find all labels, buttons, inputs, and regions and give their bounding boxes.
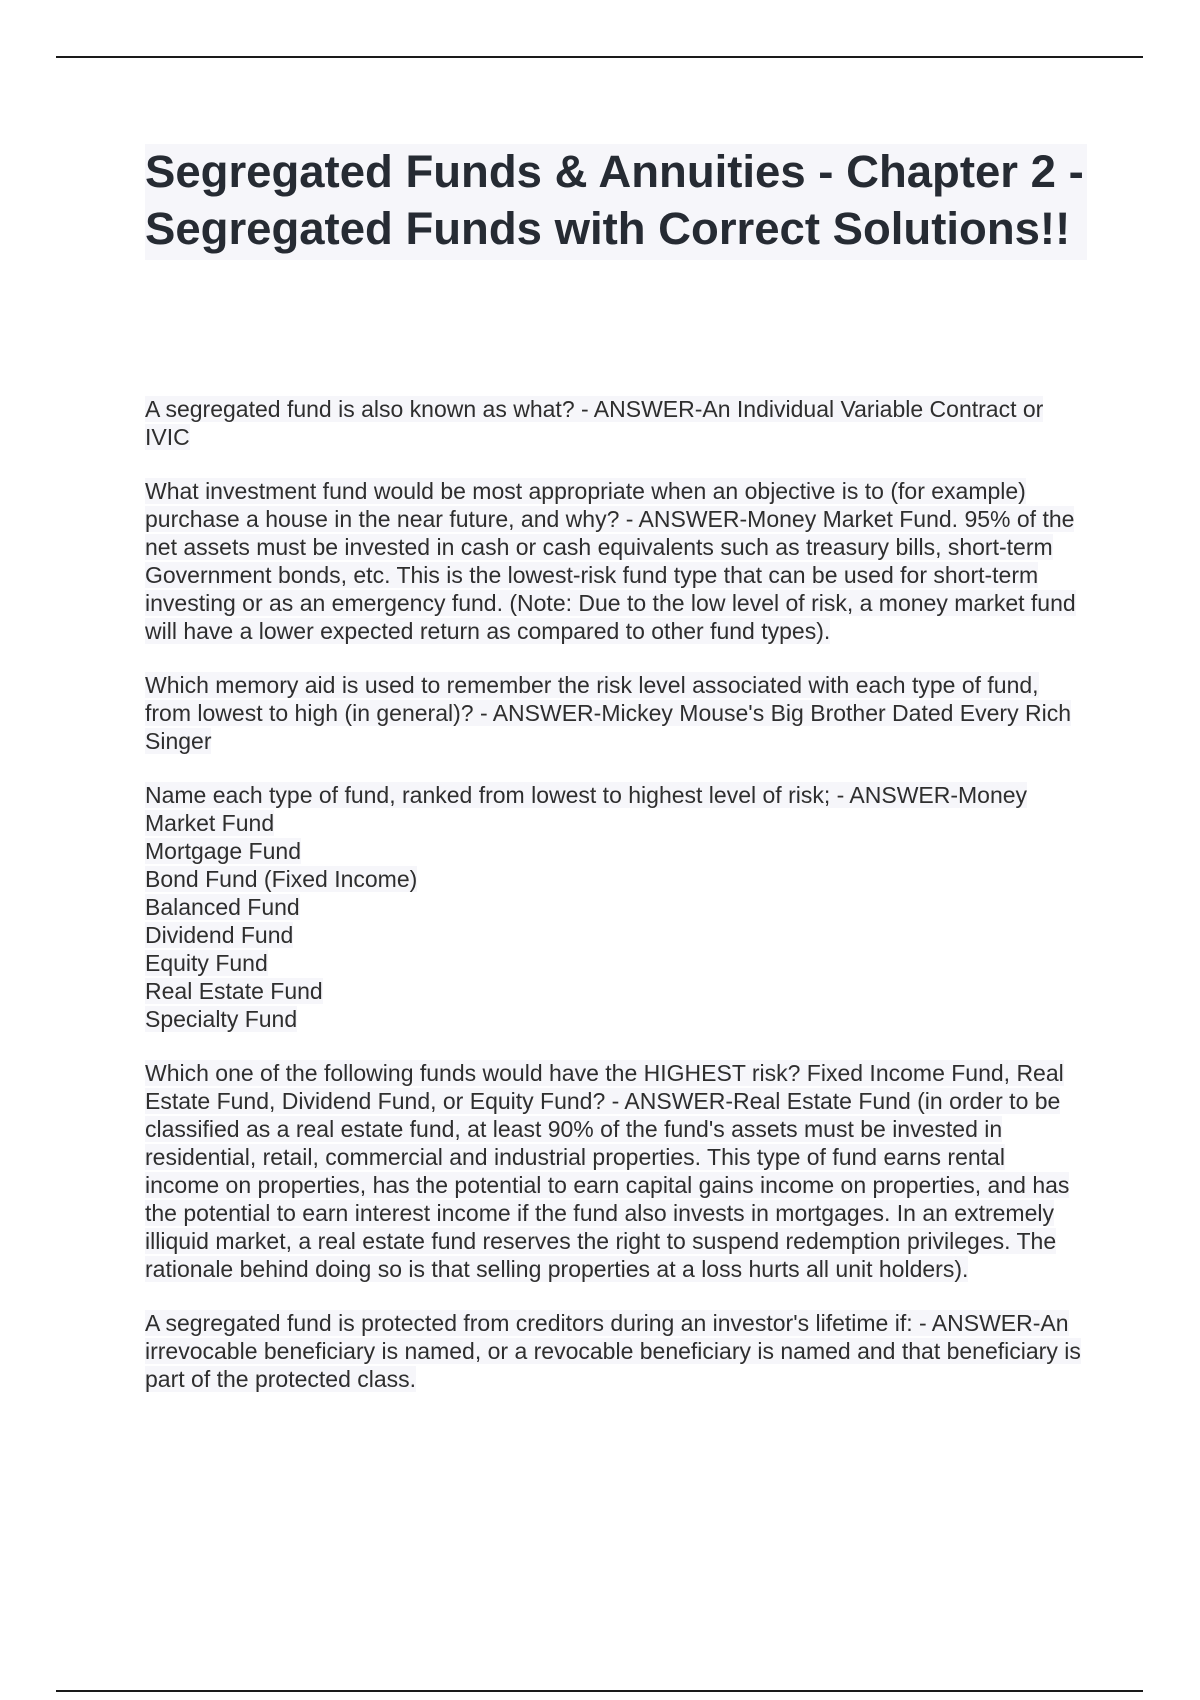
qa-item — [145, 1309, 1085, 1393]
fund-list-item: Bond Fund (Fixed Income) — [145, 866, 418, 892]
qa-item — [145, 671, 1085, 755]
qa-text: Name each type of fund, ranked from lowest to highest level of risk; - ANSWER-Money Market Fund — [145, 782, 1028, 836]
qa-list — [145, 395, 1085, 1419]
document-title: Segregated Funds & Annuities - Chapter 2 - Segregated Funds with Correct Solutions!! — [145, 146, 1084, 254]
qa-text: Which memory aid is used to remember the risk level associated with each type of fund, from lowest to high (in general)? - ANSWER-Mickey Mouse's Big Brother Dated Every Rich Singer — [145, 672, 1071, 754]
fund-list-item: Specialty Fund — [145, 1006, 298, 1032]
fund-list-item: Real Estate Fund — [145, 978, 323, 1004]
qa-text: A segregated fund is protected from creditors during an investor's lifetime if: - ANSWER-An irrevocable beneficiary is named, or a revocable beneficiary is named and that beneficiary is part of the protected class. — [145, 1310, 1081, 1392]
fund-list-item: Dividend Fund — [145, 922, 294, 948]
top-rule — [56, 56, 1143, 58]
qa-text: What investment fund would be most appropriate when an objective is to (for example) purchase a house in the near future, and why? - ANSWER-Money Market Fund. 95% of the net assets must be invested in cash or cash equivalents such as treasury bills, short-term Government bonds, etc. This is the lowest-risk fund type that can be used for short-term investing or as an emergency fund. (Note: Due to the low level of risk, a money market fund will have a lower expected return as compared to other fund types). — [145, 478, 1076, 644]
fund-list-item: Mortgage Fund — [145, 838, 301, 864]
title-block — [145, 144, 1087, 260]
fund-list-item: Balanced Fund — [145, 894, 300, 920]
qa-text: A segregated fund is also known as what? - ANSWER-An Individual Variable Contract or IVIC — [145, 396, 1044, 450]
qa-item — [145, 1059, 1085, 1283]
qa-text: Which one of the following funds would have the HIGHEST risk? Fixed Income Fund, Real Estate Fund, Dividend Fund, or Equity Fund? - ANSWER-Real Estate Fund (in order to be classified as a real estate fund, at least 90% of the fund's assets must be invested in residential, retail, commercial and industrial properties. This type of fund earns rental income on properties, has the potential to earn capital gains income on properties, and has the potential to earn interest income if the fund also invests in mortgages. In an extremely illiquid market, a real estate fund reserves the right to suspend redemption privileges. The rationale behind doing so is that selling properties at a loss hurts all unit holders). — [145, 1060, 1070, 1282]
qa-item — [145, 395, 1085, 451]
qa-item-fund-ranking — [145, 781, 1085, 1033]
bottom-rule — [56, 1690, 1143, 1692]
fund-list-item: Equity Fund — [145, 950, 268, 976]
qa-item — [145, 477, 1085, 645]
